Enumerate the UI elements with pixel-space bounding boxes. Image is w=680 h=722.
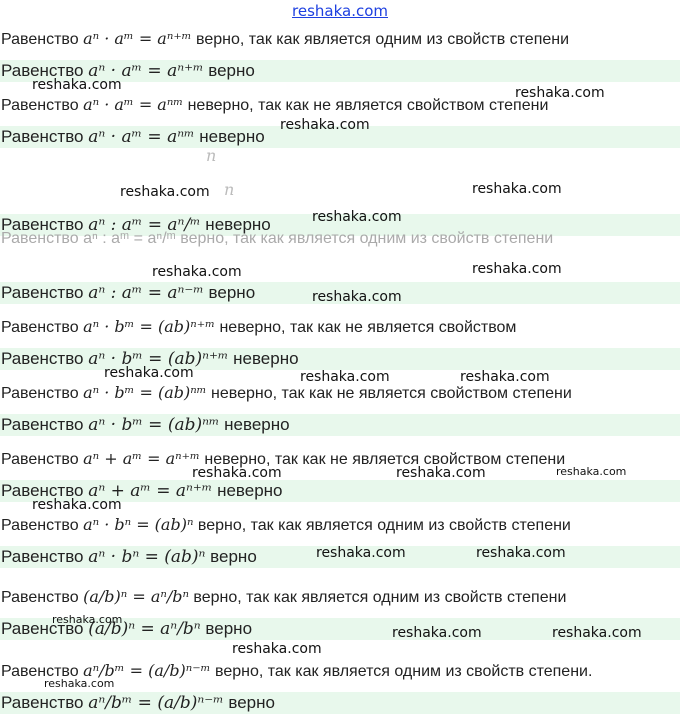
row-verdict: верно bbox=[205, 547, 257, 566]
formula: aⁿ · aᵐ = aⁿ⁺ᵐ bbox=[88, 61, 204, 81]
row-verdict: неверно bbox=[200, 215, 271, 234]
row-prefix: Равенство bbox=[1, 517, 84, 534]
statement-row bbox=[0, 586, 680, 609]
row-verdict: неверно, так как не является свойством bbox=[215, 319, 517, 336]
row-prefix: Равенство bbox=[1, 451, 84, 468]
formula: aⁿ · bᵐ = (ab)ⁿ⁺ᵐ bbox=[88, 349, 229, 369]
row-verdict: неверно bbox=[228, 349, 299, 368]
formula: aⁿ : aᵐ = aⁿ/ᵐ bbox=[88, 215, 201, 235]
watermark: reshaka.com bbox=[192, 465, 282, 481]
watermark: reshaka.com bbox=[300, 369, 390, 385]
faded-fragment: n bbox=[206, 146, 217, 165]
row-verdict: неверно, так как не является свойством степени bbox=[199, 451, 566, 468]
row-verdict: неверно bbox=[219, 415, 290, 434]
row-prefix: Равенство bbox=[1, 693, 89, 712]
statement-row bbox=[0, 28, 680, 51]
row-prefix: Равенство bbox=[1, 283, 89, 302]
row-verdict: верно, так как является одним из свойств степени bbox=[193, 517, 571, 534]
row-verdict: верно bbox=[203, 61, 255, 80]
statement-row bbox=[0, 316, 680, 339]
row-prefix: Равенство bbox=[1, 349, 89, 368]
row-verdict: неверно, так как не является свойством степени bbox=[206, 385, 572, 402]
row-prefix: Равенство bbox=[1, 481, 89, 500]
formula: aⁿ · bᵐ = (ab)ⁿ⁺ᵐ bbox=[83, 317, 216, 336]
row-prefix: Равенство bbox=[1, 97, 84, 114]
row-prefix: Равенство bbox=[1, 215, 89, 234]
row-verdict: верно bbox=[223, 693, 275, 712]
row-prefix: Равенство bbox=[1, 385, 84, 402]
faded-row-text: Равенство aⁿ : aᵐ = aⁿ/ᵐ верно, так как является одним из свойств степени bbox=[1, 230, 554, 247]
watermark: reshaka.com bbox=[556, 465, 627, 478]
highlighted-statement-row bbox=[0, 692, 680, 714]
watermark: reshaka.com bbox=[44, 677, 115, 690]
formula: aⁿ · aᵐ = aⁿᵐ bbox=[83, 95, 184, 114]
row-prefix: Равенство bbox=[1, 415, 89, 434]
formula: aⁿ · bᵐ = (ab)ⁿᵐ bbox=[88, 415, 220, 435]
watermark: reshaka.com bbox=[515, 85, 605, 101]
watermark: reshaka.com bbox=[32, 497, 122, 513]
row-verdict: верно, так как является одним из свойств степени bbox=[191, 31, 570, 48]
faded-fragment: n bbox=[224, 180, 235, 199]
watermark: reshaka.com bbox=[392, 625, 482, 641]
row-verdict: верно bbox=[200, 619, 253, 638]
watermark: reshaka.com bbox=[476, 545, 566, 561]
row-verdict: верно, так как является одним из свойств степени bbox=[188, 589, 567, 606]
watermark: reshaka.com bbox=[232, 641, 322, 657]
watermark: reshaka.com bbox=[152, 264, 242, 280]
watermark: reshaka.com bbox=[472, 261, 562, 277]
watermark: reshaka.com bbox=[32, 77, 122, 93]
watermark: reshaka.com bbox=[316, 545, 406, 561]
watermark: reshaka.com bbox=[312, 209, 402, 225]
row-prefix: Равенство bbox=[1, 589, 84, 606]
formula: aⁿ · aᵐ = aⁿ⁺ᵐ bbox=[83, 29, 192, 48]
site-header bbox=[0, 0, 680, 24]
site-link[interactable]: reshaka.com bbox=[292, 2, 388, 20]
watermark: reshaka.com bbox=[396, 465, 486, 481]
formula: aⁿ/bᵐ = (a/b)ⁿ⁻ᵐ bbox=[83, 661, 211, 680]
statement-row bbox=[0, 382, 680, 405]
formula: aⁿ + aᵐ = aⁿ⁺ᵐ bbox=[83, 449, 200, 468]
row-verdict: верно, так как является одним из свойств степени. bbox=[210, 663, 593, 680]
formula: aⁿ · bⁿ = (ab)ⁿ bbox=[83, 515, 194, 534]
row-prefix: Равенство bbox=[1, 663, 84, 680]
formula: aⁿ · aᵐ = aⁿᵐ bbox=[88, 127, 195, 147]
faded-row bbox=[0, 228, 680, 250]
formula: aⁿ : aᵐ = aⁿ⁻ᵐ bbox=[88, 283, 204, 303]
highlighted-statement-row bbox=[0, 348, 680, 370]
formula: (a/b)ⁿ = aⁿ/bⁿ bbox=[88, 619, 201, 639]
watermark: reshaka.com bbox=[104, 365, 194, 381]
row-prefix: Равенство bbox=[1, 547, 89, 566]
watermark: reshaka.com bbox=[472, 181, 562, 197]
formula: aⁿ · bⁿ = (ab)ⁿ bbox=[88, 547, 206, 567]
watermark: reshaka.com bbox=[280, 117, 370, 133]
highlighted-statement-row bbox=[0, 414, 680, 436]
row-verdict: неверно, так как не является свойством степени bbox=[183, 97, 549, 114]
row-prefix: Равенство bbox=[1, 127, 89, 146]
row-verdict: верно bbox=[203, 283, 256, 302]
watermark: reshaka.com bbox=[120, 184, 210, 200]
row-verdict: неверно bbox=[194, 127, 265, 146]
row-prefix: Равенство bbox=[1, 31, 84, 48]
formula: aⁿ + aᵐ = aⁿ⁺ᵐ bbox=[88, 481, 213, 501]
formula: aⁿ/bᵐ = (a/b)ⁿ⁻ᵐ bbox=[88, 693, 224, 713]
formula: (a/b)ⁿ = aⁿ/bⁿ bbox=[83, 587, 189, 606]
formula: aⁿ · bᵐ = (ab)ⁿᵐ bbox=[83, 383, 207, 402]
row-verdict: неверно bbox=[212, 481, 283, 500]
watermark: reshaka.com bbox=[52, 613, 123, 626]
watermark: reshaka.com bbox=[312, 289, 402, 305]
row-prefix: Равенство bbox=[1, 61, 89, 80]
watermark: reshaka.com bbox=[552, 625, 642, 641]
row-prefix: Равенство bbox=[1, 319, 84, 336]
statement-row bbox=[0, 514, 680, 537]
watermark: reshaka.com bbox=[460, 369, 550, 385]
row-prefix: Равенство bbox=[1, 619, 89, 638]
